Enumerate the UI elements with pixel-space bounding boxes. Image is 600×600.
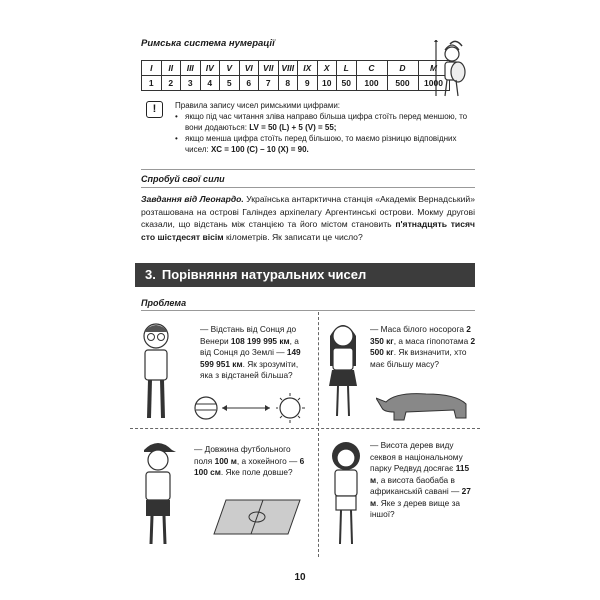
rule-subtraction: • якщо менша цифра стоїть перед більшою, то маємо різницю відповідних чисел: XC = 100 (C) – 10 (X) = 90. xyxy=(175,133,475,155)
dashed-divider-vertical xyxy=(318,312,319,557)
problem-cards xyxy=(130,312,480,557)
arabic-values-row xyxy=(142,76,450,91)
numeral-cell: V xyxy=(220,61,240,76)
value-cell: 7 xyxy=(259,76,279,91)
numeral-cell: I xyxy=(142,61,162,76)
boy-with-glasses-illustration xyxy=(136,320,176,424)
boy-with-cap-illustration xyxy=(136,436,180,552)
section-header xyxy=(135,263,475,287)
divider xyxy=(141,310,475,311)
section-number: 3. xyxy=(145,267,156,282)
value-cell: 4 xyxy=(200,76,220,91)
card-planets-text: — Відстань від Сонця до Венери 108 199 995 км, а від Сонця до Землі — 149 599 951 км. Як зрозуміти, яка з відстаней більша? xyxy=(200,324,301,380)
numeral-cell: L xyxy=(337,61,357,76)
numeral-cell: VIII xyxy=(278,61,298,76)
page-number: 10 xyxy=(294,572,306,583)
numeral-cell: C xyxy=(356,61,387,76)
roman-numerals-table xyxy=(141,60,450,91)
numeral-cell: III xyxy=(181,61,201,76)
value-cell: 1 xyxy=(142,76,162,91)
dashed-divider-horizontal xyxy=(130,428,480,429)
value-cell: 8 xyxy=(278,76,298,91)
value-cell: 500 xyxy=(387,76,418,91)
divider xyxy=(141,187,475,188)
leonardo-task: Завдання від Леонардо. Українська антарктична станція «Академік Вернадський» розташована на острові Галіндез архіпелагу Аргентинські острови. Мокму другові сказали, що відстань між станцією та його містом становить п'ятнадцять тисяч сто шістдесят вісім кілометрів. Як записати це число? xyxy=(141,194,475,242)
roman-numerals-row xyxy=(142,61,450,76)
value-cell: 50 xyxy=(337,76,357,91)
try-yourself-title: Спробуй свої сили xyxy=(141,174,225,184)
divider xyxy=(141,169,475,170)
venus-sun-illustration xyxy=(192,392,312,424)
problem-title: Проблема xyxy=(141,298,187,308)
rules-intro: Правила запису чисел римськими цифрами: xyxy=(175,101,341,110)
value-cell: 100 xyxy=(356,76,387,91)
numeral-cell: D xyxy=(387,61,418,76)
girl-illustration xyxy=(324,318,362,422)
value-cell: 9 xyxy=(298,76,318,91)
numeral-cell: X xyxy=(317,61,337,76)
numeral-cell: IV xyxy=(200,61,220,76)
rule-addition: • якщо під час читання зліва направо більша цифра стоїть перед меншою, то вони додаються: LV = 50 (L) + 5 (V) = 55; xyxy=(175,111,475,133)
numeral-cell: IX xyxy=(298,61,318,76)
numeral-cell: VI xyxy=(239,61,259,76)
value-cell: 5 xyxy=(220,76,240,91)
value-cell: 3 xyxy=(181,76,201,91)
section-title: Порівняння натуральних чисел xyxy=(161,267,367,282)
card-trees-text: — Висота дерев виду секвоя в національному парку Редвуд досягає 115 м, а висота баобаба в африканській савані — 27 м. Яке з дерев вище за іншої? xyxy=(370,440,471,519)
girl-with-curly-hair-illustration xyxy=(326,436,366,552)
value-cell: 6 xyxy=(239,76,259,91)
rhinoceros-illustration xyxy=(376,388,472,424)
roman-soldier-illustration xyxy=(428,40,470,98)
card-football-text: — Довжина футбольного поля 100 м, а хокейного — 6 100 см. Яке поле довше? xyxy=(194,444,305,477)
value-cell: 1000 xyxy=(418,76,449,91)
card-rhino-text: — Маса білого носорога 2 350 кг, а маса гіпопотама 2 500 кг. Як визначити, хто має більшу масу? xyxy=(370,324,476,369)
roman-system-title: Римська система нумерації xyxy=(141,38,275,49)
numeral-cell: VII xyxy=(259,61,279,76)
numeral-cell: M xyxy=(418,61,449,76)
exclamation-icon: ! xyxy=(146,101,163,118)
numeral-cell: II xyxy=(161,61,181,76)
roman-rules xyxy=(175,100,475,155)
value-cell: 2 xyxy=(161,76,181,91)
value-cell: 10 xyxy=(317,76,337,91)
football-field-illustration xyxy=(212,496,302,536)
